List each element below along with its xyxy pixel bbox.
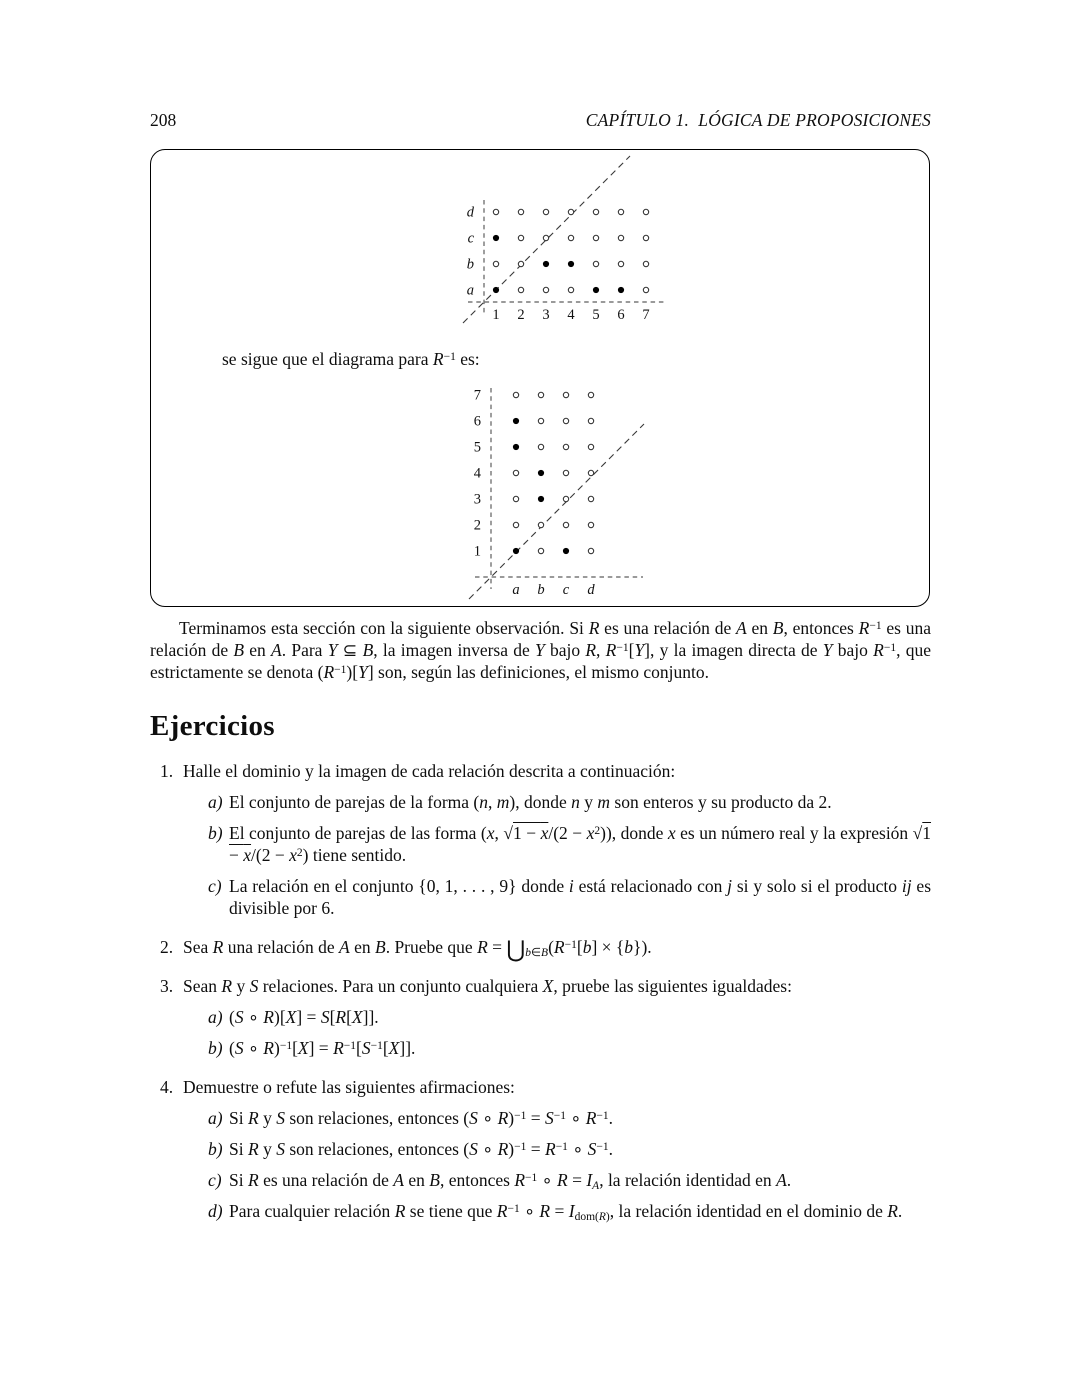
x-tick-label: 7 [642,307,650,323]
point-open [643,287,648,292]
point-open [588,522,593,527]
subitem-label: a) [208,1108,223,1128]
point-open [643,235,648,240]
exercise-subitem-4a [183,1107,931,1129]
subitem-label: c) [208,1170,222,1190]
point-open [568,209,573,214]
point-open [588,470,593,475]
exercises-heading: Ejercicios [150,710,275,742]
point-open [493,261,498,266]
subitem-text: (S ∘ R)[X] = S[R[X]]. [229,1007,379,1027]
point-open [518,235,523,240]
point-open [513,392,518,397]
subitem-text: El conjunto de parejas de la forma (n, m), donde n y m son enteros y su producto da 2. [229,792,832,812]
exercise-subitem-4b [183,1138,931,1160]
exercise-subitem-1c [183,875,931,919]
point-open [593,235,598,240]
point-open [568,287,573,292]
y-tick-label: 7 [473,387,481,404]
point-open [563,496,568,501]
relation-r-inverse-diagram [464,386,679,609]
subitem-label: b) [208,823,223,843]
subitem-text: Si R es una relación de A en B, entonces $R^{-1}$ ∘ $R = I_A$, la relación identidad en A. [229,1170,792,1192]
point-open [618,235,623,240]
x-tick-label: 2 [517,307,525,323]
relation-r-diagram [459,154,694,341]
point-filled [493,287,499,293]
exercise-item-4 [150,1076,931,1222]
point-open [568,235,573,240]
subitem-text: Para cualquier relación R se tiene que $R^{-1}$ ∘ $R = I_{dom(R)}$, la relación identidad en el dominio de R. [229,1201,903,1223]
point-open [588,496,593,501]
subitem-text: La relación en el conjunto {0, 1, . . . , 9} donde i está relacionado con j si y solo si el producto ij es divisible por 6. [229,876,932,918]
exercise-subitem-1a [183,791,931,813]
point-filled [513,444,519,450]
point-filled [618,287,624,293]
point-open [518,287,523,292]
point-filled [568,261,574,267]
x-tick-label: 6 [617,307,625,323]
exercise-subitem-3a [183,1006,931,1028]
identity-line [469,424,644,599]
figure-caption: se sigue que el diagrama para $R^{-1}$ es: [222,349,480,369]
point-open [588,548,593,553]
point-open [518,261,523,266]
point-open [543,235,548,240]
x-tick-label: 4 [567,307,575,323]
exercise-item-2 [150,936,931,962]
point-filled [493,235,499,241]
running-header [150,110,931,131]
x-tick-label: b [537,582,545,598]
point-filled [538,470,544,476]
point-open [513,496,518,501]
exercise-subitem-1b [183,822,931,866]
point-open [643,261,648,266]
point-open [513,470,518,475]
point-open [593,209,598,214]
point-filled [563,548,569,554]
point-open [538,444,543,449]
x-tick-label: 5 [592,307,600,323]
point-open [588,444,593,449]
exercise-text: Sea R una relación de A en B. Pruebe que $R = ⋃_{b\in B}(R^{-1}[b] \times \{b\})$. [183,937,652,962]
y-tick-label: 3 [473,491,481,508]
point-open [563,522,568,527]
point-filled [538,496,544,502]
y-tick-label: 6 [473,413,481,430]
subitem-label: c) [208,876,222,896]
point-open [563,392,568,397]
subitem-label: a) [208,792,223,812]
point-open [538,392,543,397]
figure-box [150,149,930,607]
point-filled [513,548,519,554]
y-tick-label: a [466,282,474,299]
point-open [588,418,593,423]
subitem-label: b) [208,1139,223,1159]
point-open [588,392,593,397]
diagram-canvas [464,386,679,604]
subitem-text: (S ∘ $R)^{-1}[X] = R^{-1}[S^{-1}[X]]$. [229,1038,416,1058]
page-number: 208 [150,110,177,130]
point-open [643,209,648,214]
exercise-subitem-3b [183,1037,931,1059]
subitem-label: d) [208,1201,223,1221]
exercise-number: 2. [160,937,174,957]
x-tick-label: a [512,582,520,598]
closing-paragraph: Terminamos esta sección con la siguiente observación. Si R es una relación de A en B, entonces $R^{-1}$ es una relación de B en A. Para Y ⊆ B, la imagen inversa de Y bajo R, $R^{-1}[Y]$, y la imagen directa de Y bajo $R^{-1}$, que estrictamente se denota $(R^{-1})[Y]$ son, según las definiciones, el mismo conjunto. [150,618,931,682]
exercise-subitem-4d [183,1200,931,1222]
exercise-subitem-4c [183,1169,931,1191]
point-open [493,209,498,214]
x-tick-label: c [562,582,570,598]
point-filled [593,287,599,293]
x-tick-label: 3 [542,307,550,323]
exercise-item-1 [150,760,931,919]
point-open [563,418,568,423]
point-open [538,522,543,527]
point-open [538,418,543,423]
subitem-label: a) [208,1007,223,1027]
exercise-number: 4. [160,1077,174,1097]
page-content [150,617,931,1222]
exercise-item-3 [150,975,931,1059]
exercise-number: 1. [160,761,174,781]
point-open [618,261,623,266]
exercise-text: Halle el dominio y la imagen de cada relación descrita a continuación: [183,761,676,781]
y-tick-label: 2 [473,517,481,534]
subitem-label: b) [208,1038,223,1058]
y-tick-label: b [466,256,474,273]
subitem-text: Si R y S son relaciones, entonces (S ∘ $R)^{-1} = S^{-1}$ ∘ $R^{-1}$. [229,1108,614,1128]
x-tick-label: 1 [492,307,500,323]
point-open [593,261,598,266]
point-open [538,548,543,553]
exercise-text: Demuestre o refute las siguientes afirmaciones: [183,1077,515,1097]
x-tick-label: d [587,582,595,598]
diagram-canvas [459,154,694,336]
point-open [563,444,568,449]
y-tick-label: 5 [473,439,481,456]
point-open [543,209,548,214]
exercise-text: Sean R y S relaciones. Para un conjunto cualquiera X, pruebe las siguientes igualdades: [183,976,792,996]
point-filled [543,261,549,267]
point-open [518,209,523,214]
point-open [618,209,623,214]
y-tick-label: d [466,204,474,221]
point-open [563,470,568,475]
subitem-text: El conjunto de parejas de las forma (x, $√1 - x/(2 - x^2)$), donde x es un número real y la expresión $√1 - x/(2 - x^2)$ tiene sentido. [229,823,932,865]
y-tick-label: 1 [473,543,481,560]
y-tick-label: c [467,230,474,247]
chapter-title: CAPÍTULO 1. LÓGICA DE PROPOSICIONES [585,110,931,130]
point-filled [513,418,519,424]
point-open [543,287,548,292]
y-tick-label: 4 [473,465,481,482]
exercise-number: 3. [160,976,174,996]
point-open [513,522,518,527]
subitem-text: Si R y S son relaciones, entonces (S ∘ $R)^{-1} = R^{-1}$ ∘ $S^{-1}$. [229,1139,614,1159]
